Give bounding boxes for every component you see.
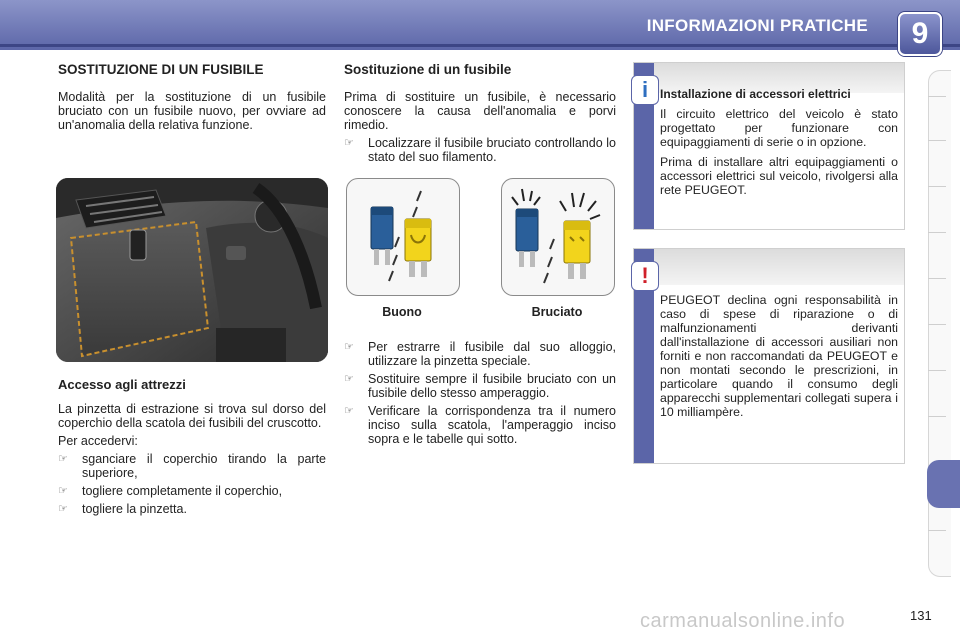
replacing-steps (344, 340, 616, 450)
info-box-content (660, 87, 898, 197)
list-item (58, 502, 326, 516)
info-box-accessories (633, 62, 905, 230)
heading-replacing-fuse: Sostituzione di un fusibile (344, 62, 512, 77)
fuse-burnt-illustration (501, 178, 615, 296)
pointing-hand-icon: ☞ (344, 341, 354, 353)
fuse-pair-burnt-icon (502, 179, 614, 295)
info-box-paragraph: Il circuito elettrico del veicolo è stato progettato per funzionare con equipaggiamenti di serie o in opzione. (660, 107, 898, 149)
list-item-text: Verificare la corrispondenza tra il numero inciso sulla scatola, l'amperaggio inciso sopra e le tabelle qui sotto. (368, 404, 616, 446)
warning-box-header (654, 249, 904, 285)
side-tab-divider (928, 416, 946, 417)
list-item-text: Per estrarre il fusibile dal suo alloggio, utilizzare la pinzetta speciale. (368, 340, 616, 368)
side-tab-divider (928, 186, 946, 187)
warning-box-liability (633, 248, 905, 464)
warning-paragraph: PEUGEOT declina ogni responsabilità in caso di spese di riparazione o di malfunzionamenti derivanti dall'installazione di accessori ausiliari non forniti e non raccomandati da PEUGEOT e non montati secondo le prescrizioni, in particolare quando il consumo degli apparecchi supplementari collegati supera i 10 milliampère. (660, 293, 898, 419)
side-tab-divider (928, 140, 946, 141)
side-tab-divider (928, 530, 946, 531)
header-rule (0, 44, 960, 47)
fuse-good-illustration (346, 178, 460, 296)
list-item-text: Localizzare il fusibile bruciato controllando lo stato del suo filamento. (368, 136, 616, 164)
active-chapter-tab[interactable] (927, 460, 960, 508)
list-item-text: togliere completamente il coperchio, (82, 484, 283, 498)
pointing-hand-icon: ☞ (344, 373, 354, 385)
list-item (344, 136, 616, 164)
list-item-text: togliere la pinzetta. (82, 502, 187, 516)
list-item (344, 404, 616, 446)
pointing-hand-icon: ☞ (58, 503, 68, 515)
fuse-burnt-label: Bruciato (531, 305, 583, 319)
info-box-title: Installazione di accessori elettrici (660, 87, 851, 101)
list-item-text: sganciare il coperchio tirando la parte superiore, (82, 452, 326, 480)
side-tab-divider (928, 96, 946, 97)
info-box-paragraph: Prima di installare altri equipaggiamenti o accessori elettrici sul veicolo, rivolgersi alla rete PEUGEOT. (660, 155, 898, 197)
pointing-hand-icon: ☞ (58, 453, 68, 465)
fuse-pair-icon (347, 179, 459, 295)
dashboard-illustration (56, 178, 328, 362)
list-item-text: Sostituire sempre il fusibile bruciato con un fusibile dello stesso amperaggio. (368, 372, 616, 400)
dashboard-fusebox-photo (56, 178, 328, 362)
list-item (58, 452, 326, 480)
list-item (58, 484, 326, 498)
tools-lead: Per accedervi: (58, 434, 138, 448)
section-title: INFORMAZIONI PRATICHE (646, 16, 868, 35)
side-tab-divider (928, 324, 946, 325)
side-tab-divider (928, 370, 946, 371)
side-tab-divider (928, 278, 946, 279)
pointing-hand-icon: ☞ (344, 137, 354, 149)
replacing-intro (344, 90, 616, 168)
heading-tools-access: Accesso agli attrezzi (58, 377, 186, 392)
heading-fuse-replacement: SOSTITUZIONE DI UN FUSIBILE (58, 62, 264, 77)
chapter-number-badge: 9 (898, 12, 942, 56)
tools-body (58, 402, 326, 520)
fuse-good-label: Buono (382, 305, 422, 319)
list-item (344, 340, 616, 368)
pointing-hand-icon: ☞ (58, 485, 68, 497)
replacing-paragraph: Prima di sostituire un fusibile, è necessario conoscere la causa dell'anomalia e porvi rimedio. (344, 90, 616, 132)
watermark-text: carmanualsonline.info (640, 610, 846, 632)
pointing-hand-icon: ☞ (344, 405, 354, 417)
list-item (344, 372, 616, 400)
warning-box-content (660, 293, 898, 419)
warning-icon: ! (631, 261, 659, 291)
page-number: 131 (910, 608, 932, 623)
side-tab-divider (928, 232, 946, 233)
tools-paragraph: La pinzetta di estrazione si trova sul dorso del coperchio della scatola dei fusibili del cruscotto. (58, 402, 326, 430)
info-icon: i (631, 75, 659, 105)
intro-paragraph: Modalità per la sostituzione di un fusibile bruciato con un fusibile nuovo, per ovviare ad un'anomalia della relativa funzione. (58, 90, 326, 132)
